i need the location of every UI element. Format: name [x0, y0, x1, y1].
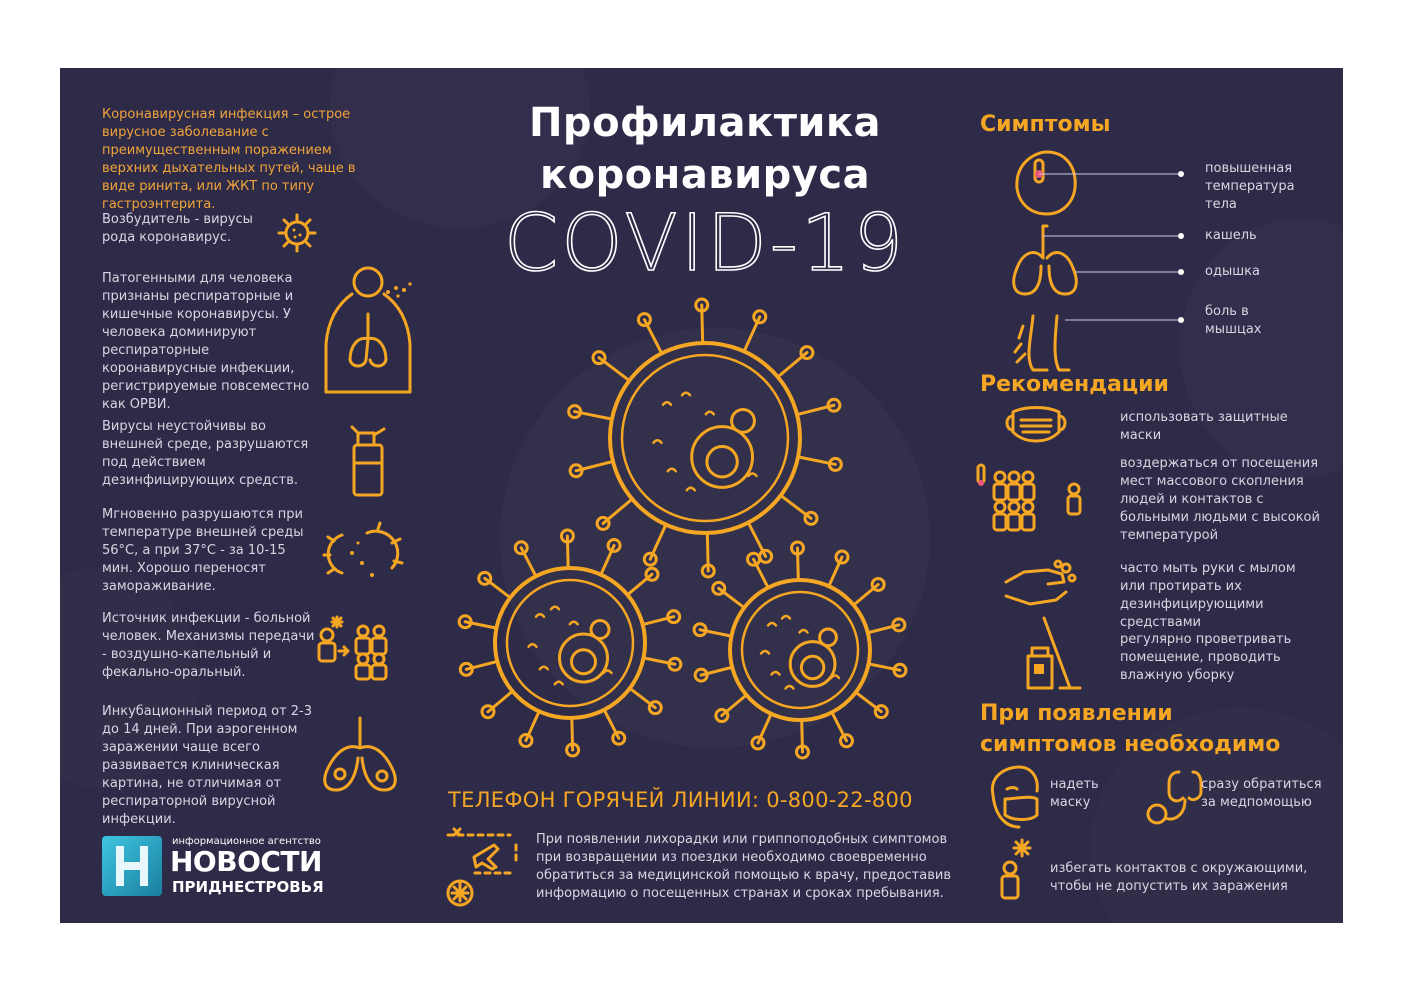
if-symptoms-heading-line1: При появлении — [980, 701, 1173, 726]
logo-name: НОВОСТИ — [170, 845, 322, 878]
left-item-text: Источник инфекции - больной человек. Механизмы передачи - воздушно-капельный и фекально-оральный. — [102, 611, 315, 680]
mask-icon — [1003, 406, 1069, 446]
infected-lungs-icon — [318, 718, 403, 793]
crowd-icon — [976, 463, 1096, 533]
poster — [60, 68, 1343, 923]
stethoscope-icon — [1143, 768, 1201, 826]
symptoms-heading: Симптомы — [980, 112, 1111, 137]
title-line2: коронавируса — [539, 152, 871, 198]
person-lungs-icon — [318, 264, 418, 394]
title-line1: Профилактика — [528, 100, 882, 146]
if-symptoms-heading-line2: симптомов необходимо — [980, 732, 1281, 757]
symptom-item: повышенная температура тела — [1205, 161, 1295, 212]
title-covid: COVID-19 — [503, 199, 907, 289]
if-symptoms-item: сразу обратиться за медпомощью — [1201, 777, 1322, 810]
logo-mark — [102, 836, 162, 896]
left-item-text: Патогенными для человека признаны респираторные и кишечные коронавирусы. У человека доминируют респираторные коронавирусные инфекции, регистрируемые повсеместно как ОРВИ. — [102, 271, 310, 412]
virus-icon — [277, 213, 317, 253]
left-item-text: Инкубационный период от 2-3 до 14 дней. При аэрогенном заражении чаще всего развивается клиническая картина, не отличимая от респираторной вирусной инфекции. — [102, 704, 313, 827]
recommendations-heading: Рекомендации — [980, 372, 1169, 397]
hotline: ТЕЛЕФОН ГОРЯЧЕЙ ЛИНИИ: 0-800-22-800 — [448, 788, 913, 812]
virus-illustration — [445, 278, 945, 778]
symptom-item: одышка — [1205, 264, 1260, 279]
left-item-text: Возбудитель - вирусы рода коронавирус. — [102, 212, 253, 245]
isolated-person-icon — [994, 838, 1044, 903]
recommendation-item: использовать защитные маски — [1120, 410, 1288, 443]
logo-agency: информационное агентство — [172, 836, 321, 847]
intro-text: Коронавирусная инфекция – острое вирусное заболевание с преимущественным поражением верхних дыхательных путей, чаще в виде ринита, или ЖКТ по типу гастроэнтерита. — [102, 107, 356, 212]
if-symptoms-item: избегать контактов с окружающими, чтобы не допустить их заражения — [1050, 861, 1308, 894]
cleaning-icon — [1022, 614, 1084, 694]
spray-bottle-icon — [348, 423, 388, 498]
hand-wash-icon — [1004, 560, 1079, 610]
symptoms-body-icon — [995, 148, 1215, 378]
logo-region: ПРИДНЕСТРОВЬЯ — [172, 878, 324, 896]
recommendation-item: часто мыть руки с мылом или протирать их дезинфицирующими средствами — [1120, 561, 1296, 630]
virus-right — [694, 542, 906, 758]
travel-note: При появлении лихорадки или гриппоподобных симптомов при возвращении из поездки необходимо своевременно обратиться за медицинской помощью к врачу, предоставив информацию о посещенных странах и сроках пребывания. — [536, 832, 951, 901]
left-item-text: Мгновенно разрушаются при температуре внешней среды 56°С, а при 37°С - за 10-15 мин. Хорошо переносят замораживание. — [102, 507, 304, 594]
travel-icon — [440, 825, 525, 910]
recommendation-item: регулярно проветривать помещение, проводить влажную уборку — [1120, 632, 1292, 683]
left-item-text: Вирусы неустойчивы во внешней среде, разрушаются под действием дезинфицирующих средств. — [102, 419, 309, 488]
symptom-item: кашель — [1205, 228, 1257, 243]
masked-face-icon — [985, 765, 1040, 830]
if-symptoms-item: надеть маску — [1050, 777, 1099, 810]
transmission-icon — [315, 613, 395, 683]
recommendation-item: воздержаться от посещения мест массового скопления людей и контактов с больными людьми с высокой температурой — [1120, 456, 1320, 543]
broken-virus-icon — [322, 523, 407, 583]
virus-large — [569, 299, 842, 577]
symptom-item: боль в мышцах — [1205, 304, 1262, 337]
